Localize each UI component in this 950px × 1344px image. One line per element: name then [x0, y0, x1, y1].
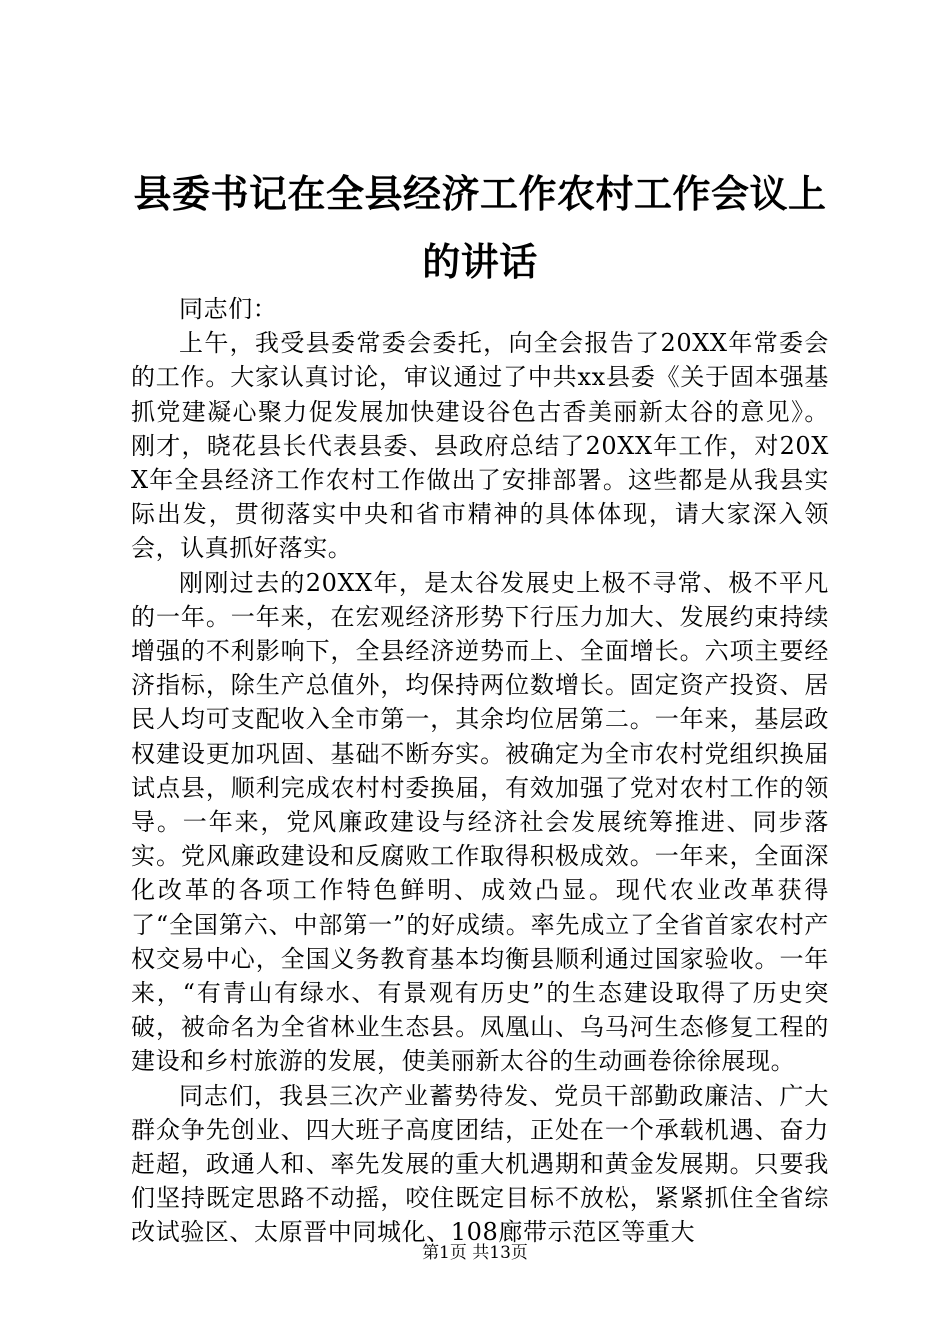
document-body — [131, 292, 829, 1250]
paragraph-1: 上午，我受县委常委会委托，向全会报告了20XX年常委会的工作。大家认真讨论，审议通过了中共xx县委《关于固本强基抓党建凝心聚力促发展加快建设谷色古香美丽新太谷的意见》。刚才，晓花县长代表县委、县政府总结了20XX年工作，对20XX年全县经济工作农村工作做出了安排部署。这些都是从我县实际出发，贯彻落实中央和省市精神的具体体现，请大家深入领会，认真抓好落实。 — [131, 329, 829, 563]
document-title: 县委书记在全县经济工作农村工作会议上的讲话 — [133, 172, 827, 284]
salutation: 同志们： — [179, 295, 278, 323]
paragraph-3: 同志们，我县三次产业蓄势待发、党员干部勤政廉洁、广大群众争先创业、四大班子高度团结，正处在一个承载机遇、奋力赶超，政通人和、率先发展的重大机遇期和黄金发展期。只要我们坚持既定思路不动摇，咬住既定目标不放松，紧紧抓住全省综改试验区、太原晋中同城化、108廊带示范区等重大 — [131, 1081, 829, 1247]
paragraph-2: 刚刚过去的20XX年，是太谷发展史上极不寻常、极不平凡的一年。一年来，在宏观经济形势下行压力加大、发展约束持续增强的不利影响下，全县经济逆势而上、全面增长。六项主要经济指标，除生产总值外，均保持两位数增长。固定资产投资、居民人均可支配收入全市第一，其余均位居第二。一年来，基层政权建设更加巩固、基础不断夯实。被确定为全市农村党组织换届试点县，顺利完成农村村委换届，有效加强了党对农村工作的领导。一年来，党风廉政建设与经济社会发展统筹推进、同步落实。党风廉政建设和反腐败工作取得积极成效。一年来，全面深化改革的各项工作特色鲜明、成效凸显。现代农业改革获得了“全国第六、中部第一”的好成绩。率先成立了全省首家农村产权交易中心，全国义务教育基本均衡县顺利通过国家验收。一年来，“有青山有绿水、有景观有历史”的生态建设取得了历史突破，被命名为全省林业生态县。凤凰山、乌马河生态修复工程的建设和乡村旅游的发展，使美丽新太谷的生动画卷徐徐展现。 — [131, 568, 829, 1076]
page-number: 第1页 共13页 — [422, 1243, 528, 1263]
